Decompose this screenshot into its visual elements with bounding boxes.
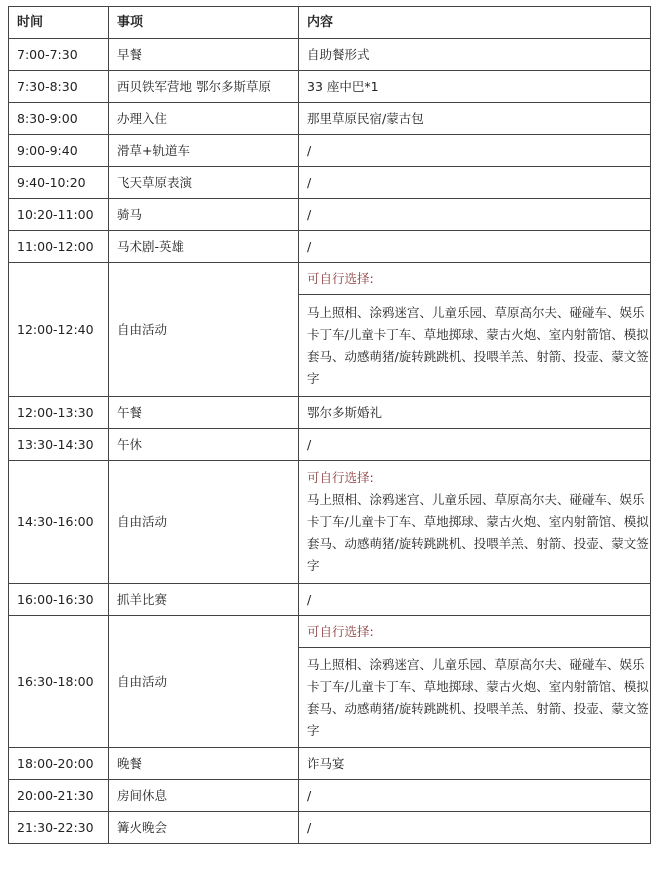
content-cell: / [299, 199, 651, 231]
time-cell: 7:00-7:30 [9, 39, 109, 71]
time-cell: 21:30-22:30 [9, 812, 109, 844]
item-cell: 骑马 [109, 199, 299, 231]
item-cell: 马术剧-英雄 [109, 231, 299, 263]
content-cell: / [299, 135, 651, 167]
table-row [9, 135, 651, 167]
time-cell: 16:00-16:30 [9, 584, 109, 616]
time-cell: 11:00-12:00 [9, 231, 109, 263]
content-cell: / [299, 812, 651, 844]
item-cell: 滑草+轨道车 [109, 135, 299, 167]
content-cell: / [299, 231, 651, 263]
item-cell: 自由活动 [109, 461, 299, 584]
table-row [9, 616, 651, 648]
activity-list: 马上照相、涂鸦迷宫、儿童乐园、草原高尔夫、碰碰车、娱乐卡丁车/儿童卡丁车、草地掷球、蒙古火炮、室内射箭馆、模拟套马、动感萌猪/旋转跳跳机、投喂羊羔、射箭、投壶、蒙文签字 [307, 492, 649, 573]
item-cell: 早餐 [109, 39, 299, 71]
table-row [9, 812, 651, 844]
header-content: 内容 [299, 7, 651, 39]
time-cell: 9:00-9:40 [9, 135, 109, 167]
content-cell: 33 座中巴*1 [299, 71, 651, 103]
table-row [9, 167, 651, 199]
table-row [9, 39, 651, 71]
time-cell: 20:00-21:30 [9, 780, 109, 812]
item-cell: 午餐 [109, 397, 299, 429]
time-cell: 7:30-8:30 [9, 71, 109, 103]
time-cell: 14:30-16:00 [9, 461, 109, 584]
table-row [9, 780, 651, 812]
table-row [9, 71, 651, 103]
activity-list: 马上照相、涂鸦迷宫、儿童乐园、草原高尔夫、碰碰车、娱乐卡丁车/儿童卡丁车、草地掷球、蒙古火炮、室内射箭馆、模拟套马、动感萌猪/旋转跳跳机、投喂羊羔、射箭、投壶、蒙文签字 [299, 648, 651, 748]
table-row [9, 461, 651, 584]
item-cell: 西贝铁军营地 鄂尔多斯草原 [109, 71, 299, 103]
item-cell: 篝火晚会 [109, 812, 299, 844]
item-cell: 飞天草原表演 [109, 167, 299, 199]
content-cell: / [299, 780, 651, 812]
option-note: 可自行选择: [307, 470, 374, 485]
activity-list: 马上照相、涂鸦迷宫、儿童乐园、草原高尔夫、碰碰车、娱乐卡丁车/儿童卡丁车、草地掷球、蒙古火炮、室内射箭馆、模拟套马、动感萌猪/旋转跳跳机、投喂羊羔、射箭、投壶、蒙文签字 [299, 295, 651, 397]
header-time: 时间 [9, 7, 109, 39]
content-cell: 鄂尔多斯婚礼 [299, 397, 651, 429]
content-cell [299, 461, 651, 584]
time-cell: 16:30-18:00 [9, 616, 109, 748]
time-cell: 18:00-20:00 [9, 748, 109, 780]
time-cell: 9:40-10:20 [9, 167, 109, 199]
content-cell: / [299, 167, 651, 199]
time-cell: 10:20-11:00 [9, 199, 109, 231]
content-cell: 自助餐形式 [299, 39, 651, 71]
table-row [9, 263, 651, 295]
option-note: 可自行选择: [299, 263, 651, 295]
content-cell: / [299, 584, 651, 616]
time-cell: 12:00-12:40 [9, 263, 109, 397]
table-row [9, 584, 651, 616]
header-row [9, 7, 651, 39]
item-cell: 自由活动 [109, 616, 299, 748]
content-cell: 那里草原民宿/蒙古包 [299, 103, 651, 135]
schedule-table [8, 6, 651, 844]
option-note: 可自行选择: [299, 616, 651, 648]
table-row [9, 231, 651, 263]
table-row [9, 103, 651, 135]
table-row [9, 397, 651, 429]
item-cell: 抓羊比赛 [109, 584, 299, 616]
item-cell: 办理入住 [109, 103, 299, 135]
time-cell: 13:30-14:30 [9, 429, 109, 461]
table-row [9, 429, 651, 461]
item-cell: 自由活动 [109, 263, 299, 397]
item-cell: 午休 [109, 429, 299, 461]
content-cell: 诈马宴 [299, 748, 651, 780]
content-cell: / [299, 429, 651, 461]
time-cell: 8:30-9:00 [9, 103, 109, 135]
item-cell: 晚餐 [109, 748, 299, 780]
header-item: 事项 [109, 7, 299, 39]
table-row [9, 748, 651, 780]
table-row [9, 199, 651, 231]
item-cell: 房间休息 [109, 780, 299, 812]
time-cell: 12:00-13:30 [9, 397, 109, 429]
